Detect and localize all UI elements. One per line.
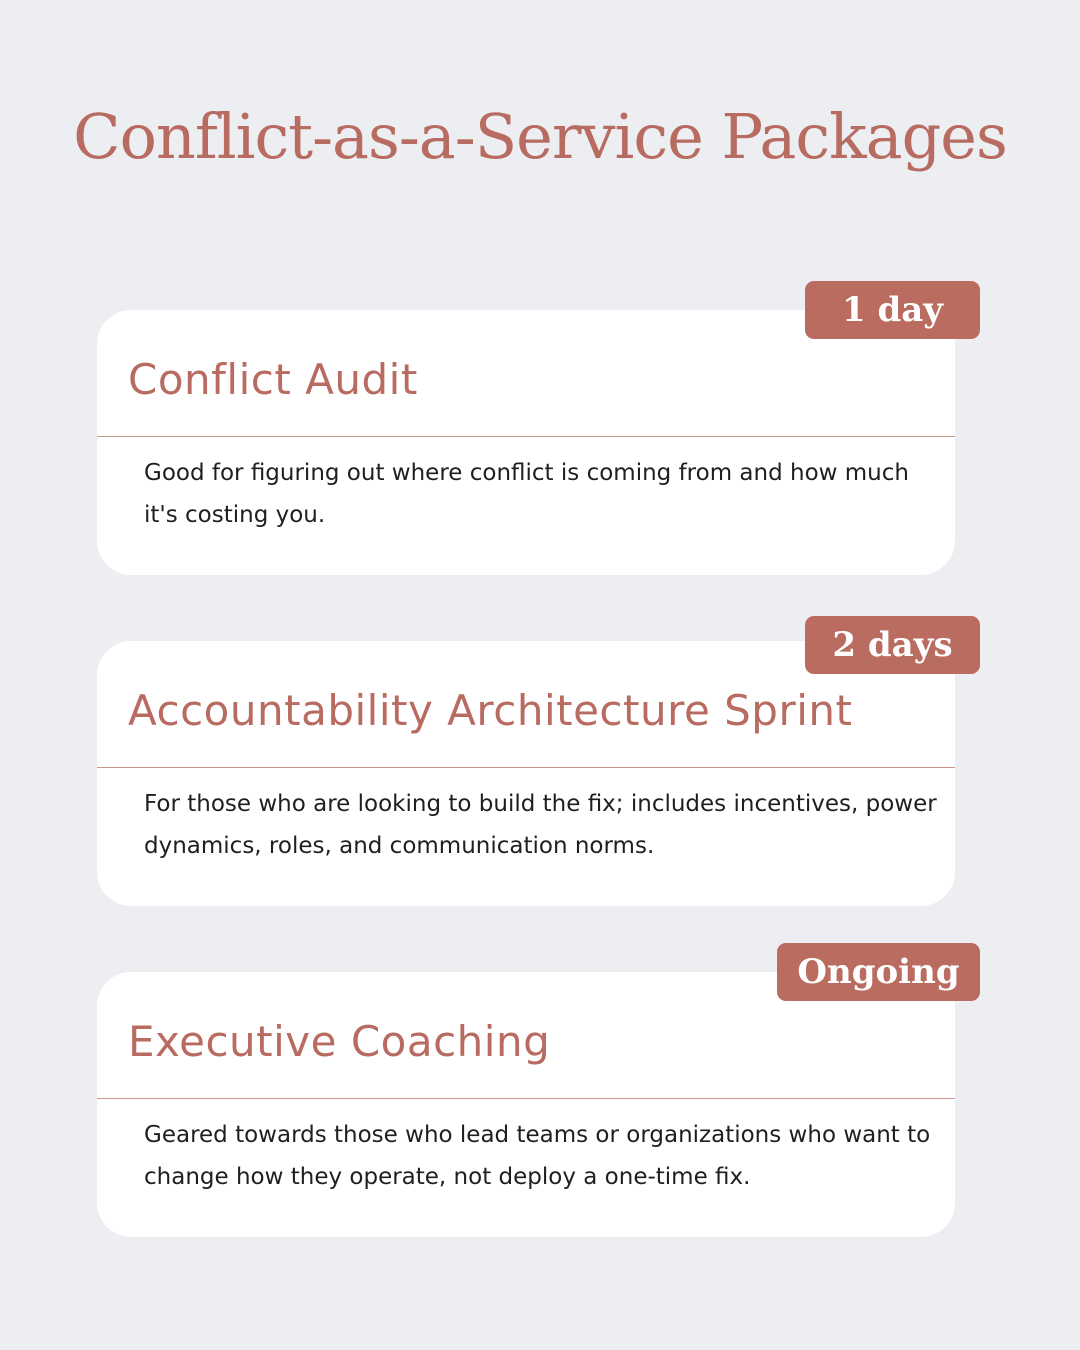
package-title: Executive Coaching xyxy=(128,1017,551,1066)
package-description: Good for figuring out where conflict is coming from and how much it's costing you. xyxy=(144,460,909,528)
duration-badge: 2 days xyxy=(805,616,980,674)
divider xyxy=(97,767,955,768)
page-title: Conflict-as-a-Service Packages xyxy=(73,100,1007,173)
package-description: For those who are looking to build the fix; includes incentives, power dynamics, roles, and communication norms. xyxy=(144,791,937,859)
duration-badge: Ongoing xyxy=(777,943,980,1001)
package-title: Accountability Architecture Sprint xyxy=(128,686,853,735)
package-description: Geared towards those who lead teams or organizations who want to change how they operate, not deploy a one-time fix. xyxy=(144,1122,931,1190)
package-card-accountability-architecture-sprint xyxy=(97,641,955,906)
package-title: Conflict Audit xyxy=(128,355,418,404)
package-card-conflict-audit xyxy=(97,310,955,575)
divider xyxy=(97,436,955,437)
package-card-executive-coaching xyxy=(97,972,955,1237)
duration-badge: 1 day xyxy=(805,281,980,339)
divider xyxy=(97,1098,955,1099)
